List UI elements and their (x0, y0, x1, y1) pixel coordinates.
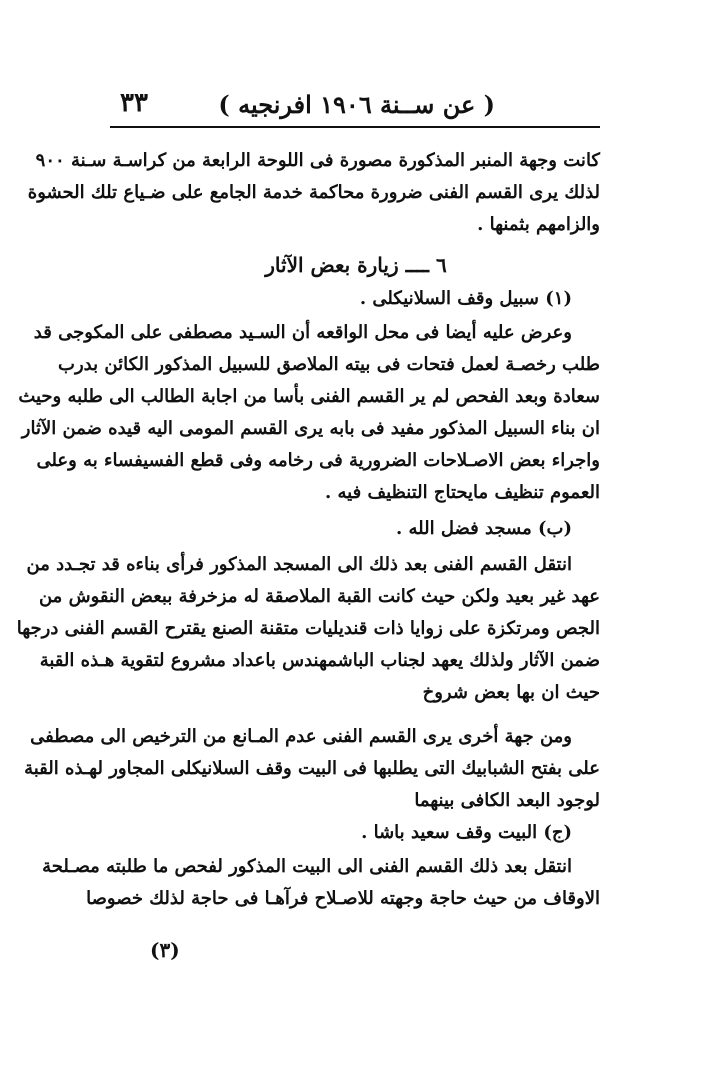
text-line: لذلك يرى القسم الفنى ضرورة محاكمة خدمة الجامع على ضـياع تلك الحشوة (27, 182, 600, 203)
text-line: والزامهم بثمنها . (477, 214, 600, 235)
text-line: العموم تنظيف مايحتاج التنظيف فيه . (324, 482, 600, 503)
text-line: الجص ومرتكزة على زوايا ذات قنديليات متقنة الصنع يقترح القسم الفنى درجها (16, 618, 600, 639)
text-line: واجراء بعض الاصـلاحات الضرورية فى رخامه وفى قطع الفسيفساء به وعلى (36, 450, 600, 471)
subsection-title: (ج) البيت وقف سعيد باشا . (361, 822, 572, 843)
subsection-title: (ب) مسجد فضل الله . (395, 518, 572, 539)
text-line: عهد غير بعيد ولكن حيث كانت القبة الملاصقة له مزخرفة ببعض النقوش من (38, 586, 600, 607)
text-line: الاوقاف من حيث حاجة وجهته للاصـلاح فرآهـا فى حاجة لذلك خصوصا (86, 888, 600, 909)
text-line: ومن جهة أخرى يرى القسم الفنى عدم المـانع من الترخيص الى مصطفى (30, 726, 572, 747)
text-line: حيث ان بها بعض شروخ (422, 682, 600, 703)
subsection-title: (١) سبيل وقف السلانيكلى . (359, 288, 572, 309)
text-line: وعرض عليه أيضا فى محل الواقعه أن السـيد مصطفى على المكوجى قد (33, 322, 572, 343)
header-rule (110, 126, 600, 128)
text-line: سعادة وبعد الفحص لم ير القسم الفنى بأسا من اجابة الطالب الى طلبه وحيث (18, 386, 600, 407)
text-line: ان بناء السبيل المذكور مفيد فى بابه يرى القسم المومى اليه قيده ضمن الآثار (21, 418, 600, 439)
page-number: ٣٣ (120, 88, 148, 118)
text-line: انتقل بعد ذلك القسم الفنى الى البيت المذكور لفحص ما طلبته مصـلحة (42, 856, 572, 877)
text-line: طلب رخصـة لعمل فتحات فى بيته الملاصق للسبيل المذكور الكائن بدرب (58, 354, 600, 375)
text-line: لوجود البعد الكافى بينهما (414, 790, 600, 811)
text-line: انتقل القسم الفنى بعد ذلك الى المسجد المذكور فرأى بناءه قد تجـدد من (26, 554, 572, 575)
section-heading: ٦ ــــ زيارة بعض الآثار (265, 253, 447, 277)
running-header (110, 88, 600, 124)
text-line: كانت وجهة المنبر المذكورة مصورة فى اللوحة الرابعة من كراسـة سـنة ٩٠٠ (35, 150, 600, 171)
text-line: على بفتح الشبابيك التى يطلبها فى البيت وقف السلانيكلى المجاور لهـذه القبة (24, 758, 600, 779)
signature-mark: (٣) (150, 938, 180, 962)
text-line: ضمن الآثار ولذلك يعهد لجناب الباشمهندس باعداد مشروع لتقوية هـذه القبة (39, 650, 600, 671)
header-title: ( عن ســنة ١٩٠٦ افرنجيه ) (218, 90, 495, 119)
